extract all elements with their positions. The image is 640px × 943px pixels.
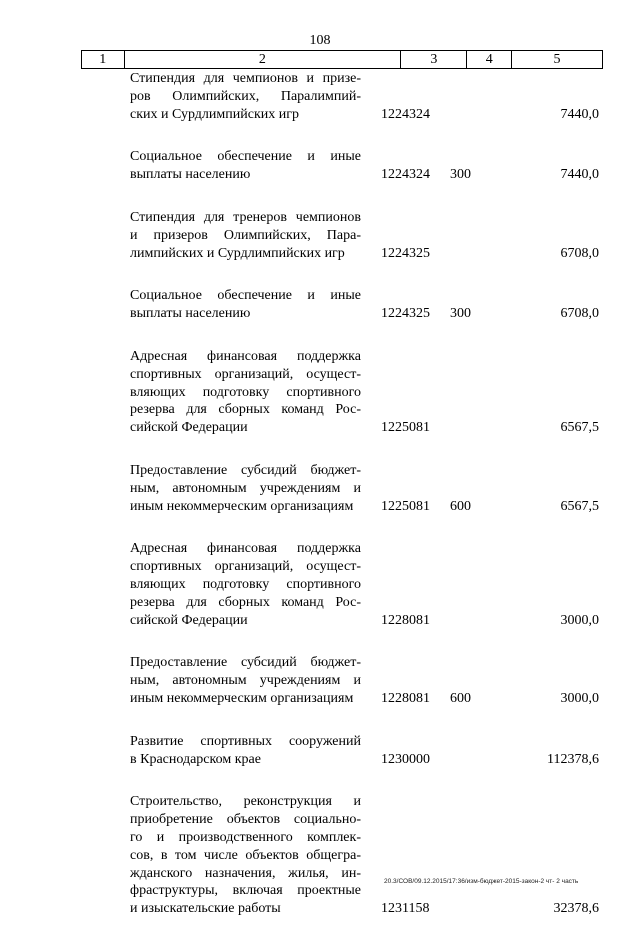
row-type: 300	[450, 306, 471, 322]
description-line: резерва для сборных команд Рос-	[130, 594, 361, 610]
table-row	[0, 733, 640, 769]
description-line: Строительство, реконструкция и	[130, 794, 361, 810]
description-line: ров Олимпийских, Паралимпий-	[130, 88, 361, 104]
header-col-2: 2	[124, 51, 401, 69]
row-amount: 32378,6	[553, 901, 599, 917]
row-description	[130, 70, 361, 123]
row-amount: 112378,6	[547, 751, 599, 767]
description-line: Адресная финансовая поддержка	[130, 348, 361, 364]
row-code: 1228081	[381, 612, 430, 628]
description-line: иным некоммерческим организациям	[130, 498, 354, 514]
description-line: в Краснодарском крае	[130, 751, 261, 767]
header-col-4: 4	[467, 51, 512, 69]
row-type: 600	[450, 498, 471, 514]
table-row	[0, 209, 640, 262]
description-line: спортивных организаций, осущест-	[130, 559, 361, 575]
row-description	[130, 733, 361, 769]
table-row	[0, 540, 640, 629]
description-line: Социальное обеспечение и иные	[130, 288, 361, 304]
header-col-1: 1	[82, 51, 125, 69]
table-row	[0, 148, 640, 184]
row-type: 300	[450, 167, 471, 183]
row-description	[130, 209, 361, 262]
table-body	[0, 70, 640, 943]
row-amount: 3000,0	[560, 690, 599, 706]
row-amount: 6708,0	[560, 306, 599, 322]
description-line: и изыскательские работы	[130, 901, 281, 917]
row-code: 1225081	[381, 498, 430, 514]
row-code: 1224325	[381, 306, 430, 322]
description-line: фраструктуры, включая проектные	[130, 883, 361, 899]
row-code: 1231158	[381, 901, 430, 917]
row-description	[130, 540, 361, 629]
description-line: выплаты населению	[130, 306, 251, 322]
row-amount: 7440,0	[560, 167, 599, 183]
description-line: Предоставление субсидий бюджет-	[130, 462, 361, 478]
table-row	[0, 348, 640, 437]
description-line: лимпийских и Сурдлимпийских игр	[130, 245, 345, 261]
row-description	[130, 148, 361, 184]
description-line: сийской Федерации	[130, 612, 248, 628]
row-description	[130, 348, 361, 437]
description-line: приобретение объектов социально-	[130, 812, 361, 828]
row-code: 1228081	[381, 690, 430, 706]
row-amount: 6708,0	[560, 245, 599, 261]
description-line: Развитие спортивных сооружений	[130, 733, 361, 749]
page-number: 108	[309, 33, 331, 48]
description-line: резерва для сборных команд Рос-	[130, 402, 361, 418]
description-line: сийской Федерации	[130, 420, 248, 436]
row-description	[130, 793, 361, 918]
row-description	[130, 287, 361, 323]
row-type: 600	[450, 690, 471, 706]
table-header	[81, 50, 603, 69]
row-description	[130, 654, 361, 707]
footer-file-path: 20.3/СОВ/09.12.2015/17:36/изм-бюджет-2015-закон-2 чт- 2 часть	[384, 878, 579, 885]
table-row	[0, 287, 640, 323]
row-code: 1224324	[381, 167, 430, 183]
description-line: иным некоммерческим организациям	[130, 690, 354, 706]
header-col-3: 3	[401, 51, 467, 69]
description-line: спортивных организаций, осущест-	[130, 366, 361, 382]
description-line: Стипендия для тренеров чемпионов	[130, 209, 361, 225]
row-code: 1230000	[381, 751, 430, 767]
row-amount: 6567,5	[560, 420, 599, 436]
description-line: вляющих подготовку спортивного	[130, 384, 361, 400]
row-code: 1225081	[381, 420, 430, 436]
row-amount: 3000,0	[560, 612, 599, 628]
description-line: ным, автономным учреждениям и	[130, 673, 361, 689]
table-row	[0, 70, 640, 123]
description-line: Предоставление субсидий бюджет-	[130, 655, 361, 671]
description-line: ным, автономным учреждениям и	[130, 480, 361, 496]
description-line: выплаты населению	[130, 167, 251, 183]
header-col-5: 5	[512, 51, 603, 69]
description-line: ских и Сурдлимпийских игр	[130, 106, 299, 122]
table-row	[0, 462, 640, 515]
description-line: го и производственного комплек-	[130, 829, 361, 845]
row-amount: 6567,5	[560, 498, 599, 514]
row-description	[130, 462, 361, 515]
description-line: жданского назначения, жилья, ин-	[130, 865, 361, 881]
table-row	[0, 654, 640, 707]
row-code: 1224325	[381, 245, 430, 261]
description-line: и призеров Олимпийских, Пара-	[130, 227, 361, 243]
description-line: Адресная финансовая поддержка	[130, 541, 361, 557]
description-line: Стипендия для чемпионов и призе-	[130, 71, 361, 86]
row-amount: 7440,0	[560, 106, 599, 122]
description-line: вляющих подготовку спортивного	[130, 576, 361, 592]
row-code: 1224324	[381, 106, 430, 122]
description-line: Социальное обеспечение и иные	[130, 149, 361, 165]
description-line: сов, в том числе объектов общегра-	[130, 847, 361, 863]
table-row	[0, 793, 640, 918]
